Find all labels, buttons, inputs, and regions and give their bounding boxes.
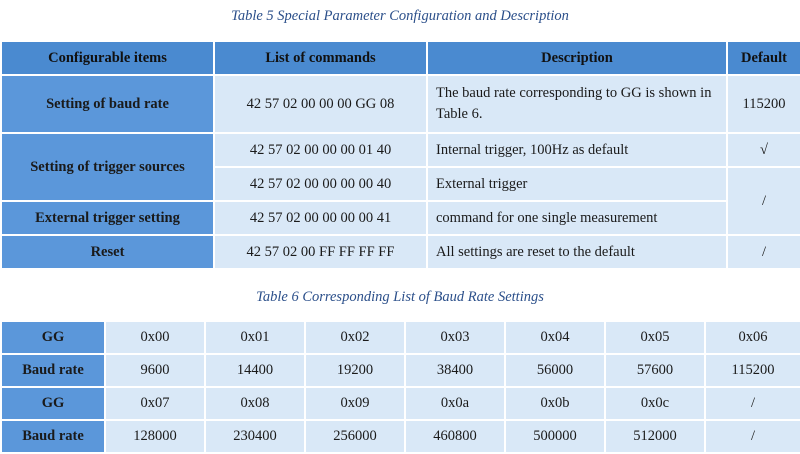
gg-value-cell: 0x04 (505, 321, 605, 354)
description-cell: The baud rate corresponding to GG is shown in Table 6. (427, 75, 727, 133)
default-check-cell: √ (727, 133, 800, 167)
parameter-config-table (0, 40, 800, 270)
table-row (1, 354, 800, 387)
baud-rate-value-cell: 128000 (105, 420, 205, 453)
table-row (1, 420, 800, 453)
default-cell: 115200 (727, 75, 800, 133)
gg-value-cell: 0x0b (505, 387, 605, 420)
baud-rate-value-cell: 230400 (205, 420, 305, 453)
table-row (1, 321, 800, 354)
baud-rate-value-cell: 256000 (305, 420, 405, 453)
table5-caption: Table 5 Special Parameter Configuration and Description (231, 8, 569, 24)
item-reset: Reset (1, 235, 214, 269)
gg-label: GG (1, 387, 105, 420)
default-cell: / (727, 235, 800, 269)
header-configurable-items: Configurable items (1, 41, 214, 75)
baud-rate-value-cell: 57600 (605, 354, 705, 387)
gg-value-cell: 0x0c (605, 387, 705, 420)
command-cell: 42 57 02 00 00 00 00 40 (214, 167, 427, 201)
baud-rate-value-cell: 512000 (605, 420, 705, 453)
item-trigger-sources: Setting of trigger sources (1, 133, 214, 201)
gg-value-cell: 0x01 (205, 321, 305, 354)
command-cell: 42 57 02 00 00 00 01 40 (214, 133, 427, 167)
item-external-trigger: External trigger setting (1, 201, 214, 235)
gg-value-cell: 0x08 (205, 387, 305, 420)
gg-value-cell: 0x06 (705, 321, 800, 354)
baud-rate-value-cell: 115200 (705, 354, 800, 387)
table6-caption: Table 6 Corresponding List of Baud Rate Settings (256, 289, 544, 305)
baud-rate-value-cell: 56000 (505, 354, 605, 387)
baud-rate-value-cell: 14400 (205, 354, 305, 387)
header-list-of-commands: List of commands (214, 41, 427, 75)
table-row (1, 75, 800, 133)
baud-rate-value-cell: 38400 (405, 354, 505, 387)
baud-rate-value-cell: 460800 (405, 420, 505, 453)
baud-rate-value-cell: 500000 (505, 420, 605, 453)
baud-rate-label: Baud rate (1, 420, 105, 453)
gg-label: GG (1, 321, 105, 354)
baud-rate-table (0, 320, 800, 454)
description-cell: command for one single measurement (427, 201, 727, 235)
gg-value-cell: 0x09 (305, 387, 405, 420)
baud-rate-value-cell: 9600 (105, 354, 205, 387)
table-row (1, 235, 800, 269)
header-description: Description (427, 41, 727, 75)
table5-header-row (1, 41, 800, 75)
header-default: Default (727, 41, 800, 75)
description-cell: Internal trigger, 100Hz as default (427, 133, 727, 167)
table-row (1, 133, 800, 167)
baud-rate-value-cell: / (705, 420, 800, 453)
gg-value-cell: 0x05 (605, 321, 705, 354)
gg-value-cell: 0x03 (405, 321, 505, 354)
command-cell: 42 57 02 00 00 00 GG 08 (214, 75, 427, 133)
gg-value-cell: 0x0a (405, 387, 505, 420)
item-baud-rate: Setting of baud rate (1, 75, 214, 133)
baud-rate-label: Baud rate (1, 354, 105, 387)
gg-value-cell: 0x02 (305, 321, 405, 354)
command-cell: 42 57 02 00 00 00 00 41 (214, 201, 427, 235)
table-row (1, 387, 800, 420)
description-cell: External trigger (427, 167, 727, 201)
gg-value-cell: / (705, 387, 800, 420)
gg-value-cell: 0x07 (105, 387, 205, 420)
baud-rate-value-cell: 19200 (305, 354, 405, 387)
gg-value-cell: 0x00 (105, 321, 205, 354)
default-cell: / (727, 167, 800, 235)
command-cell: 42 57 02 00 FF FF FF FF (214, 235, 427, 269)
table-row (1, 201, 800, 235)
description-cell: All settings are reset to the default (427, 235, 727, 269)
